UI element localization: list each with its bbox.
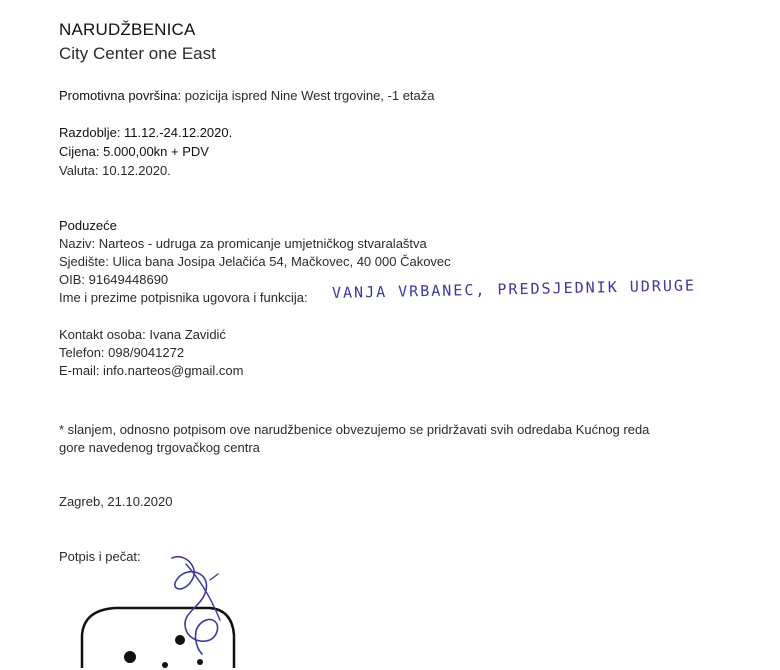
company-sjediste: Sjedište: Ulica bana Josipa Jelačića 54, Mačkovec, 40 000 Čakovec [59, 254, 451, 269]
stamp-outline [82, 608, 234, 668]
company-heading: Poduzeće [59, 218, 117, 233]
signatory-handwritten: VANJA VRBANEC, PREDSJEDNIK UDRUGE [331, 276, 697, 302]
contact-email: E-mail: info.narteos@gmail.com [59, 363, 244, 378]
document-subtitle: City Center one East [59, 44, 216, 63]
company-naziv: Naziv: Narteos - udruga za promicanje umjetničkog stvaralaštva [59, 236, 427, 251]
promo-line [59, 87, 435, 105]
promo-value: pozicija ispred Nine West trgovine, -1 etaža [181, 88, 435, 103]
contact-phone: Telefon: 098/9041272 [59, 345, 185, 360]
period-razdoblje: Razdoblje: 11.12.-24.12.2020. [59, 125, 233, 140]
notice-line-2: gore navedenog trgovačkog centra [59, 440, 260, 455]
period-valuta: Valuta: 10.12.2020. [59, 163, 171, 178]
contact-person: Kontakt osoba: Ivana Zavidić [59, 327, 226, 342]
signature-scribble [210, 574, 218, 580]
company-oib: OIB: 91649448690 [59, 272, 169, 287]
stamp-dot [175, 635, 185, 645]
period-cijena: Cijena: 5.000,00kn + PDV [59, 144, 209, 159]
document-title: NARUDŽBENICA [59, 20, 196, 39]
notice-line-1: * slanjem, odnosno potpisom ove narudžbenice obvezujemo se pridržavati svih odredaba Kućnog reda [59, 422, 650, 437]
stamp-and-signature [60, 550, 290, 670]
stamp-dot [124, 651, 136, 663]
signatory-label: Ime i prezime potpisnika ugovora i funkcija: [59, 290, 308, 305]
stamp-dot [162, 662, 168, 668]
stamp-dot [197, 659, 203, 665]
place-date: Zagreb, 21.10.2020 [59, 494, 173, 509]
promo-label: Promotivna površina: [59, 88, 182, 103]
signature-label: Potpis i pečat: [59, 549, 141, 564]
